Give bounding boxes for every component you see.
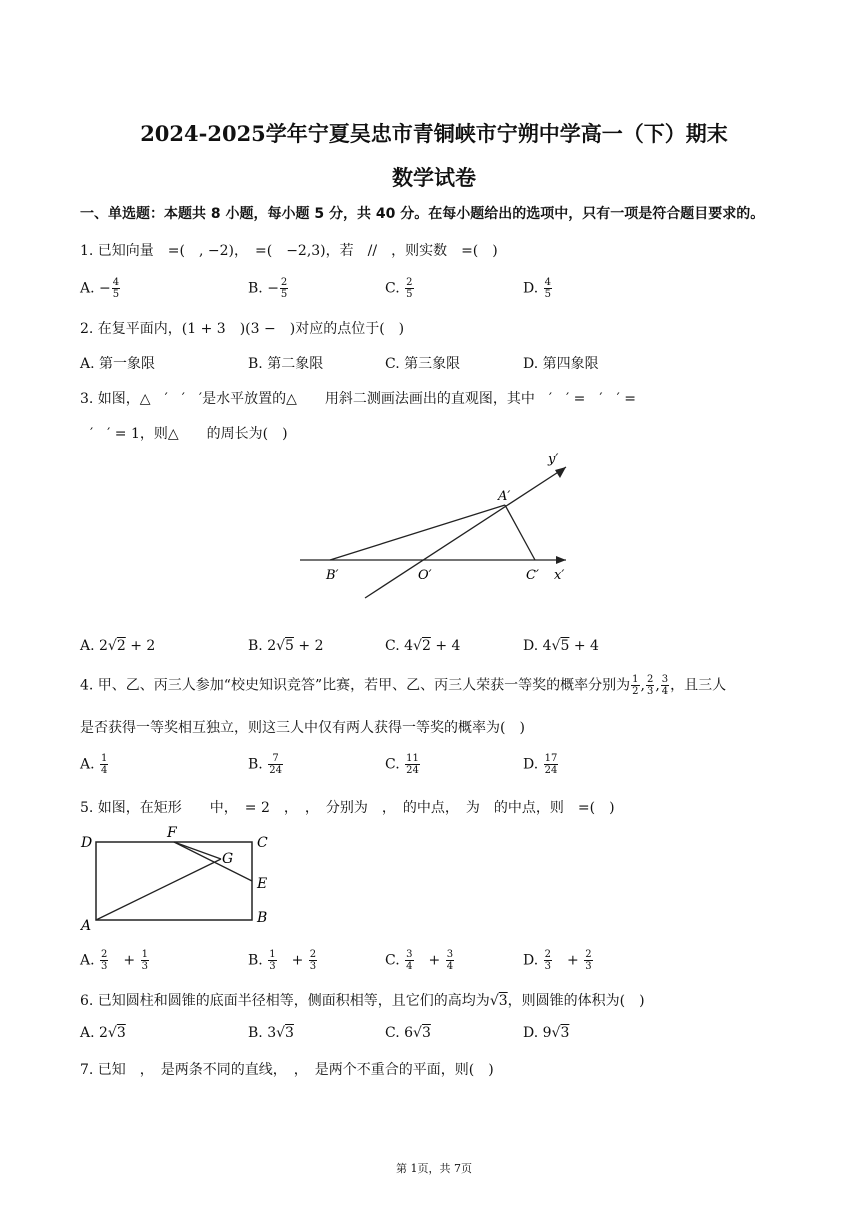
q4-option-c: C. $\frac{11}{24}$ [385, 753, 419, 776]
q3-option-c: C. 4√2 + 4 [385, 638, 461, 654]
y-axis-arrow [555, 467, 566, 478]
label-c-prime: C′ [526, 568, 539, 583]
q1-option-a: A. − $\frac{4}{5}$ [80, 277, 120, 300]
segment-f-e [174, 842, 252, 881]
question-3-stem-line1: 3. 如图，△ ′ ′ ′是水平放置的△ 用斜二测画法画出的直观图，其中 ′ ′ = ′ ′ = [80, 391, 636, 407]
page-footer: 第 1页，共 7页 [396, 1162, 472, 1175]
q6-option-b: B. 3√3 [248, 1025, 294, 1041]
question-4-stem-line2: 是否获得一等奖相互独立，则这三人中仅有两人获得一等奖的概率为( ) [80, 720, 525, 736]
question-3-stem-line2: ′ ′ = 1，则△ 的周长为( ) [90, 426, 288, 442]
q6-option-d: D. 9√3 [523, 1025, 570, 1041]
label-e: E [257, 876, 268, 892]
question-7-stem: 7. 已知 ， 是两条不同的直线， ， 是两个不重合的平面，则( ) [80, 1062, 494, 1078]
q2-option-d: D. 第四象限 [523, 356, 599, 372]
q2-option-b: B. 第二象限 [248, 356, 324, 372]
segment-a-c [505, 505, 535, 560]
x-axis-arrow [556, 556, 566, 564]
q5-option-b: B. $\frac{1}{3}$ + $\frac{2}{3}$ [248, 949, 317, 972]
question-2-stem: 2. 在复平面内，(1 + 3 )(3 − )对应的点位于( ) [80, 321, 405, 337]
question-1-stem: 1. 已知向量 =( , −2)， =( −2,3)，若 // ，则实数 =( ) [80, 243, 498, 259]
rectangle-figure [78, 822, 278, 934]
segment-b-a [330, 505, 505, 560]
q4-option-a: A. $\frac{1}{4}$ [80, 753, 108, 776]
question-5-stem: 5. 如图，在矩形 中， = 2 ， ， 分别为 ， 的中点， 为 的中点，则 =( ) [80, 800, 615, 816]
q5-option-d: D. $\frac{2}{3}$ + $\frac{2}{3}$ [523, 949, 592, 972]
q6-option-a: A. 2√3 [80, 1025, 126, 1041]
label-y-prime: y′ [548, 452, 559, 467]
label-f: F [167, 825, 177, 841]
q2-option-c: C. 第三象限 [385, 356, 461, 372]
q1-option-d: D. $\frac{4}{5}$ [523, 277, 552, 300]
question-4-stem-line1: 4. 甲、乙、丙三人参加“校史知识竞答”比赛，若甲、乙、丙三人荣获一等奖的概率分别为 $\frac{1}{2}$ , $\frac{2}{3}$ , $\frac{3}{4}$ ，且三人 [80, 674, 727, 697]
question-6-stem: 6. 已知圆柱和圆锥的底面半径相等，侧面积相等，且它们的高均为√3，则圆锥的体积为( ) [80, 993, 645, 1009]
q1-option-b: B. − $\frac{2}{5}$ [248, 277, 288, 300]
label-b-prime: B′ [326, 568, 339, 583]
q3-option-a: A. 2√2 + 2 [80, 638, 156, 654]
segment-f-g [174, 842, 221, 859]
q3-option-d: D. 4√5 + 4 [523, 638, 599, 654]
label-a-prime: A′ [498, 489, 511, 504]
label-c: C [257, 835, 268, 851]
q1-option-c: C. $\frac{2}{5}$ [385, 277, 413, 300]
q4-option-d: D. $\frac{17}{24}$ [523, 753, 558, 776]
label-g: G [222, 851, 234, 867]
oblique-triangle-figure [290, 445, 590, 605]
label-o-prime: O′ [418, 568, 432, 583]
label-a: A [81, 918, 92, 934]
segment-a-g [96, 859, 221, 920]
q4-option-b: B. $\frac{7}{24}$ [248, 753, 282, 776]
q2-option-a: A. 第一象限 [80, 356, 156, 372]
section-header: 一、单选题：本题共 8 小题，每小题 5 分，共 40 分。在每小题给出的选项中，只有一项是符合题目要求的。 [80, 206, 765, 222]
label-d: D [81, 835, 93, 851]
q3-option-b: B. 2√5 + 2 [248, 638, 324, 654]
label-b: B [257, 910, 268, 926]
label-x-prime: x′ [554, 568, 565, 583]
exam-title-line2: 数学试卷 [392, 165, 476, 190]
exam-title-line1: 2024-2025学年宁夏吴忠市青铜峡市宁朔中学高一（下）期末 [140, 121, 728, 146]
q6-option-c: C. 6√3 [385, 1025, 431, 1041]
q5-option-c: C. $\frac{3}{4}$ + $\frac{3}{4}$ [385, 949, 454, 972]
q5-option-a: A. $\frac{2}{3}$ + $\frac{1}{3}$ [80, 949, 148, 972]
